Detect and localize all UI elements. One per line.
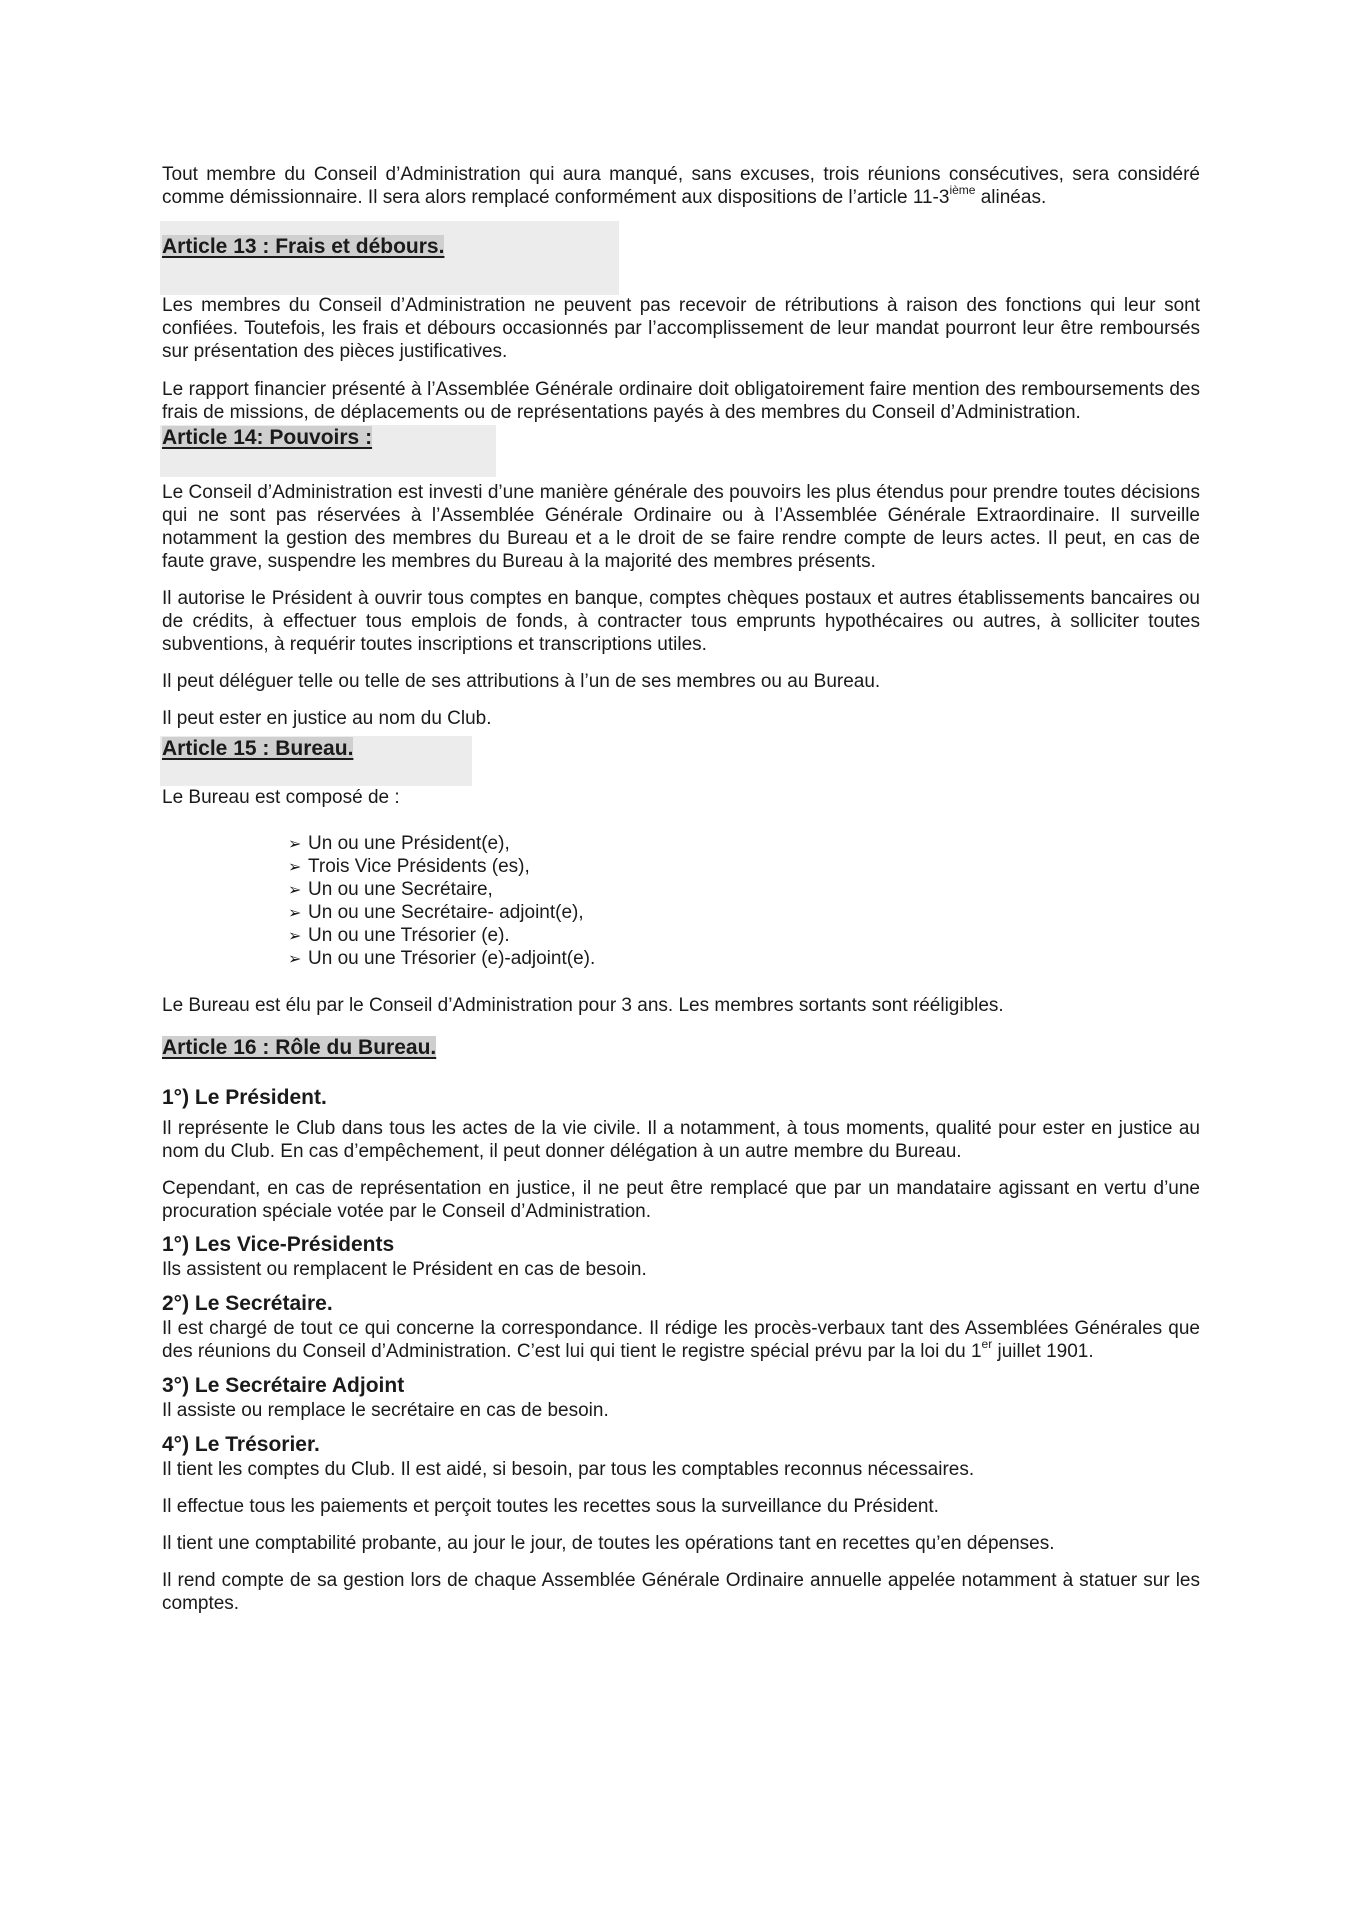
article-13-heading-block xyxy=(160,221,619,295)
bureau-member-item: ➢ Trois Vice Présidents (es), xyxy=(288,856,530,877)
president-paragraph-2: Cependant, en cas de représentation en justice, il ne peut être remplacé que par un mandataire agissant en vertu d’une procuration spéciale votée par le Conseil d’Administration. xyxy=(162,1178,1200,1222)
article-15-heading: Article 15 : Bureau. xyxy=(162,737,354,760)
secretaire-paragraph: Il est chargé de tout ce qui concerne la correspondance. Il rédige les procès-verbaux tant des Assemblées Générales que des réunions du Conseil d’Administration. C’est lui qui tient le registre spécial prévu par la loi du 1er juillet 1901. xyxy=(162,1318,1200,1362)
secretaire-adjoint-paragraph: Il assiste ou remplace le secrétaire en cas de besoin. xyxy=(162,1400,609,1421)
tresorier-paragraph-1: Il tient les comptes du Club. Il est aidé, si besoin, par tous les comptables reconnus nécessaires. xyxy=(162,1459,975,1480)
tresorier-paragraph-2: Il effectue tous les paiements et perçoit toutes les recettes sous la surveillance du Président. xyxy=(162,1496,939,1517)
article-14-paragraph-4: Il peut ester en justice au nom du Club. xyxy=(162,708,492,729)
arrow-bullet-icon: ➢ xyxy=(288,903,302,922)
arrow-bullet-icon: ➢ xyxy=(288,834,302,853)
secretaire-adjoint-title: 3°) Le Secrétaire Adjoint xyxy=(162,1374,405,1397)
secretaire-title: 2°) Le Secrétaire. xyxy=(162,1292,333,1315)
page-content xyxy=(162,163,1200,1615)
article-15-intro: Le Bureau est composé de : xyxy=(162,787,400,808)
article-13-heading: Article 13 : Frais et débours. xyxy=(162,235,445,258)
bureau-member-item: ➢ Un ou une Secrétaire, xyxy=(288,879,493,900)
article-14-paragraph-2: Il autorise le Président à ouvrir tous comptes en banque, comptes chèques postaux et autres établissements bancaires ou de crédits, à effectuer tous emplois de fonds, à contracter tous emprunts hypothécaires ou autres, à solliciter toutes subventions, à requérir toutes inscriptions et transcriptions utiles. xyxy=(162,588,1200,655)
article-13-paragraph-1: Les membres du Conseil d’Administration ne peuvent pas recevoir de rétributions à raison des fonctions qui leur sont confiées. Toutefois, les frais et débours occasionnés par l’accomplissement de leur mandat pourront leur être remboursés sur présentation des pièces justificatives. xyxy=(162,295,1200,362)
intro-paragraph: Tout membre du Conseil d’Administration qui aura manqué, sans excuses, trois réunions consécutives, sera considéré comme démissionnaire. Il sera alors remplacé conformément aux dispositions de l’article 11-3ième alinéas. xyxy=(162,164,1200,208)
superscript-ieme: ième xyxy=(949,183,976,197)
tresorier-title: 4°) Le Trésorier. xyxy=(162,1433,320,1456)
article-13-paragraph-2: Le rapport financier présenté à l’Assemblée Générale ordinaire doit obligatoirement faire mention des remboursements des frais de missions, de déplacements ou de représentations payés à des membres du Conseil d’Administration. xyxy=(162,379,1200,423)
arrow-bullet-icon: ➢ xyxy=(288,880,302,899)
article-16-heading: Article 16 : Rôle du Bureau. xyxy=(162,1036,437,1059)
article-14-paragraph-1: Le Conseil d’Administration est investi d’une manière générale des pouvoirs les plus étendus pour prendre toutes décisions qui ne sont pas réservées à l’Assemblée Générale Ordinaire ou à l’Assemblée Générale Extraordinaire. Il surveille notamment la gestion des membres du Bureau et a le droit de se faire rendre compte de leurs actes. Il peut, en cas de faute grave, suspendre les membres du Bureau à la majorité des membres présents. xyxy=(162,482,1200,572)
president-paragraph-1: Il représente le Club dans tous les actes de la vie civile. Il a notamment, à tous moments, qualité pour ester en justice au nom du Club. En cas d’empêchement, il peut donner délégation à un autre membre du Bureau. xyxy=(162,1118,1200,1162)
superscript-er: er xyxy=(981,1337,993,1351)
tresorier-paragraph-3: Il tient une comptabilité probante, au jour le jour, de toutes les opérations tant en recettes qu’en dépenses. xyxy=(162,1533,1055,1554)
bureau-member-item: ➢ Un ou une Secrétaire- adjoint(e), xyxy=(288,902,584,923)
president-title: 1°) Le Président. xyxy=(162,1086,327,1109)
article-15-heading-block xyxy=(160,736,472,786)
bureau-member-item: ➢ Un ou une Trésorier (e)-adjoint(e). xyxy=(288,948,596,969)
vice-presidents-title: 1°) Les Vice-Présidents xyxy=(162,1233,395,1256)
arrow-bullet-icon: ➢ xyxy=(288,949,302,968)
article-14-heading-block xyxy=(160,425,496,477)
arrow-bullet-icon: ➢ xyxy=(288,926,302,945)
bureau-member-item: ➢ Un ou une Président(e), xyxy=(288,833,510,854)
bureau-members-list xyxy=(288,832,1200,970)
vice-presidents-paragraph: Ils assistent ou remplacent le Président en cas de besoin. xyxy=(162,1259,647,1280)
arrow-bullet-icon: ➢ xyxy=(288,857,302,876)
bureau-member-item: ➢ Un ou une Trésorier (e). xyxy=(288,925,510,946)
article-15-outro: Le Bureau est élu par le Conseil d’Administration pour 3 ans. Les membres sortants sont rééligibles. xyxy=(162,995,1004,1016)
tresorier-paragraph-4: Il rend compte de sa gestion lors de chaque Assemblée Générale Ordinaire annuelle appelée notamment à statuer sur les comptes. xyxy=(162,1570,1200,1614)
article-14-paragraph-3: Il peut déléguer telle ou telle de ses attributions à l’un de ses membres ou au Bureau. xyxy=(162,671,881,692)
article-14-heading: Article 14: Pouvoirs : xyxy=(162,426,373,449)
